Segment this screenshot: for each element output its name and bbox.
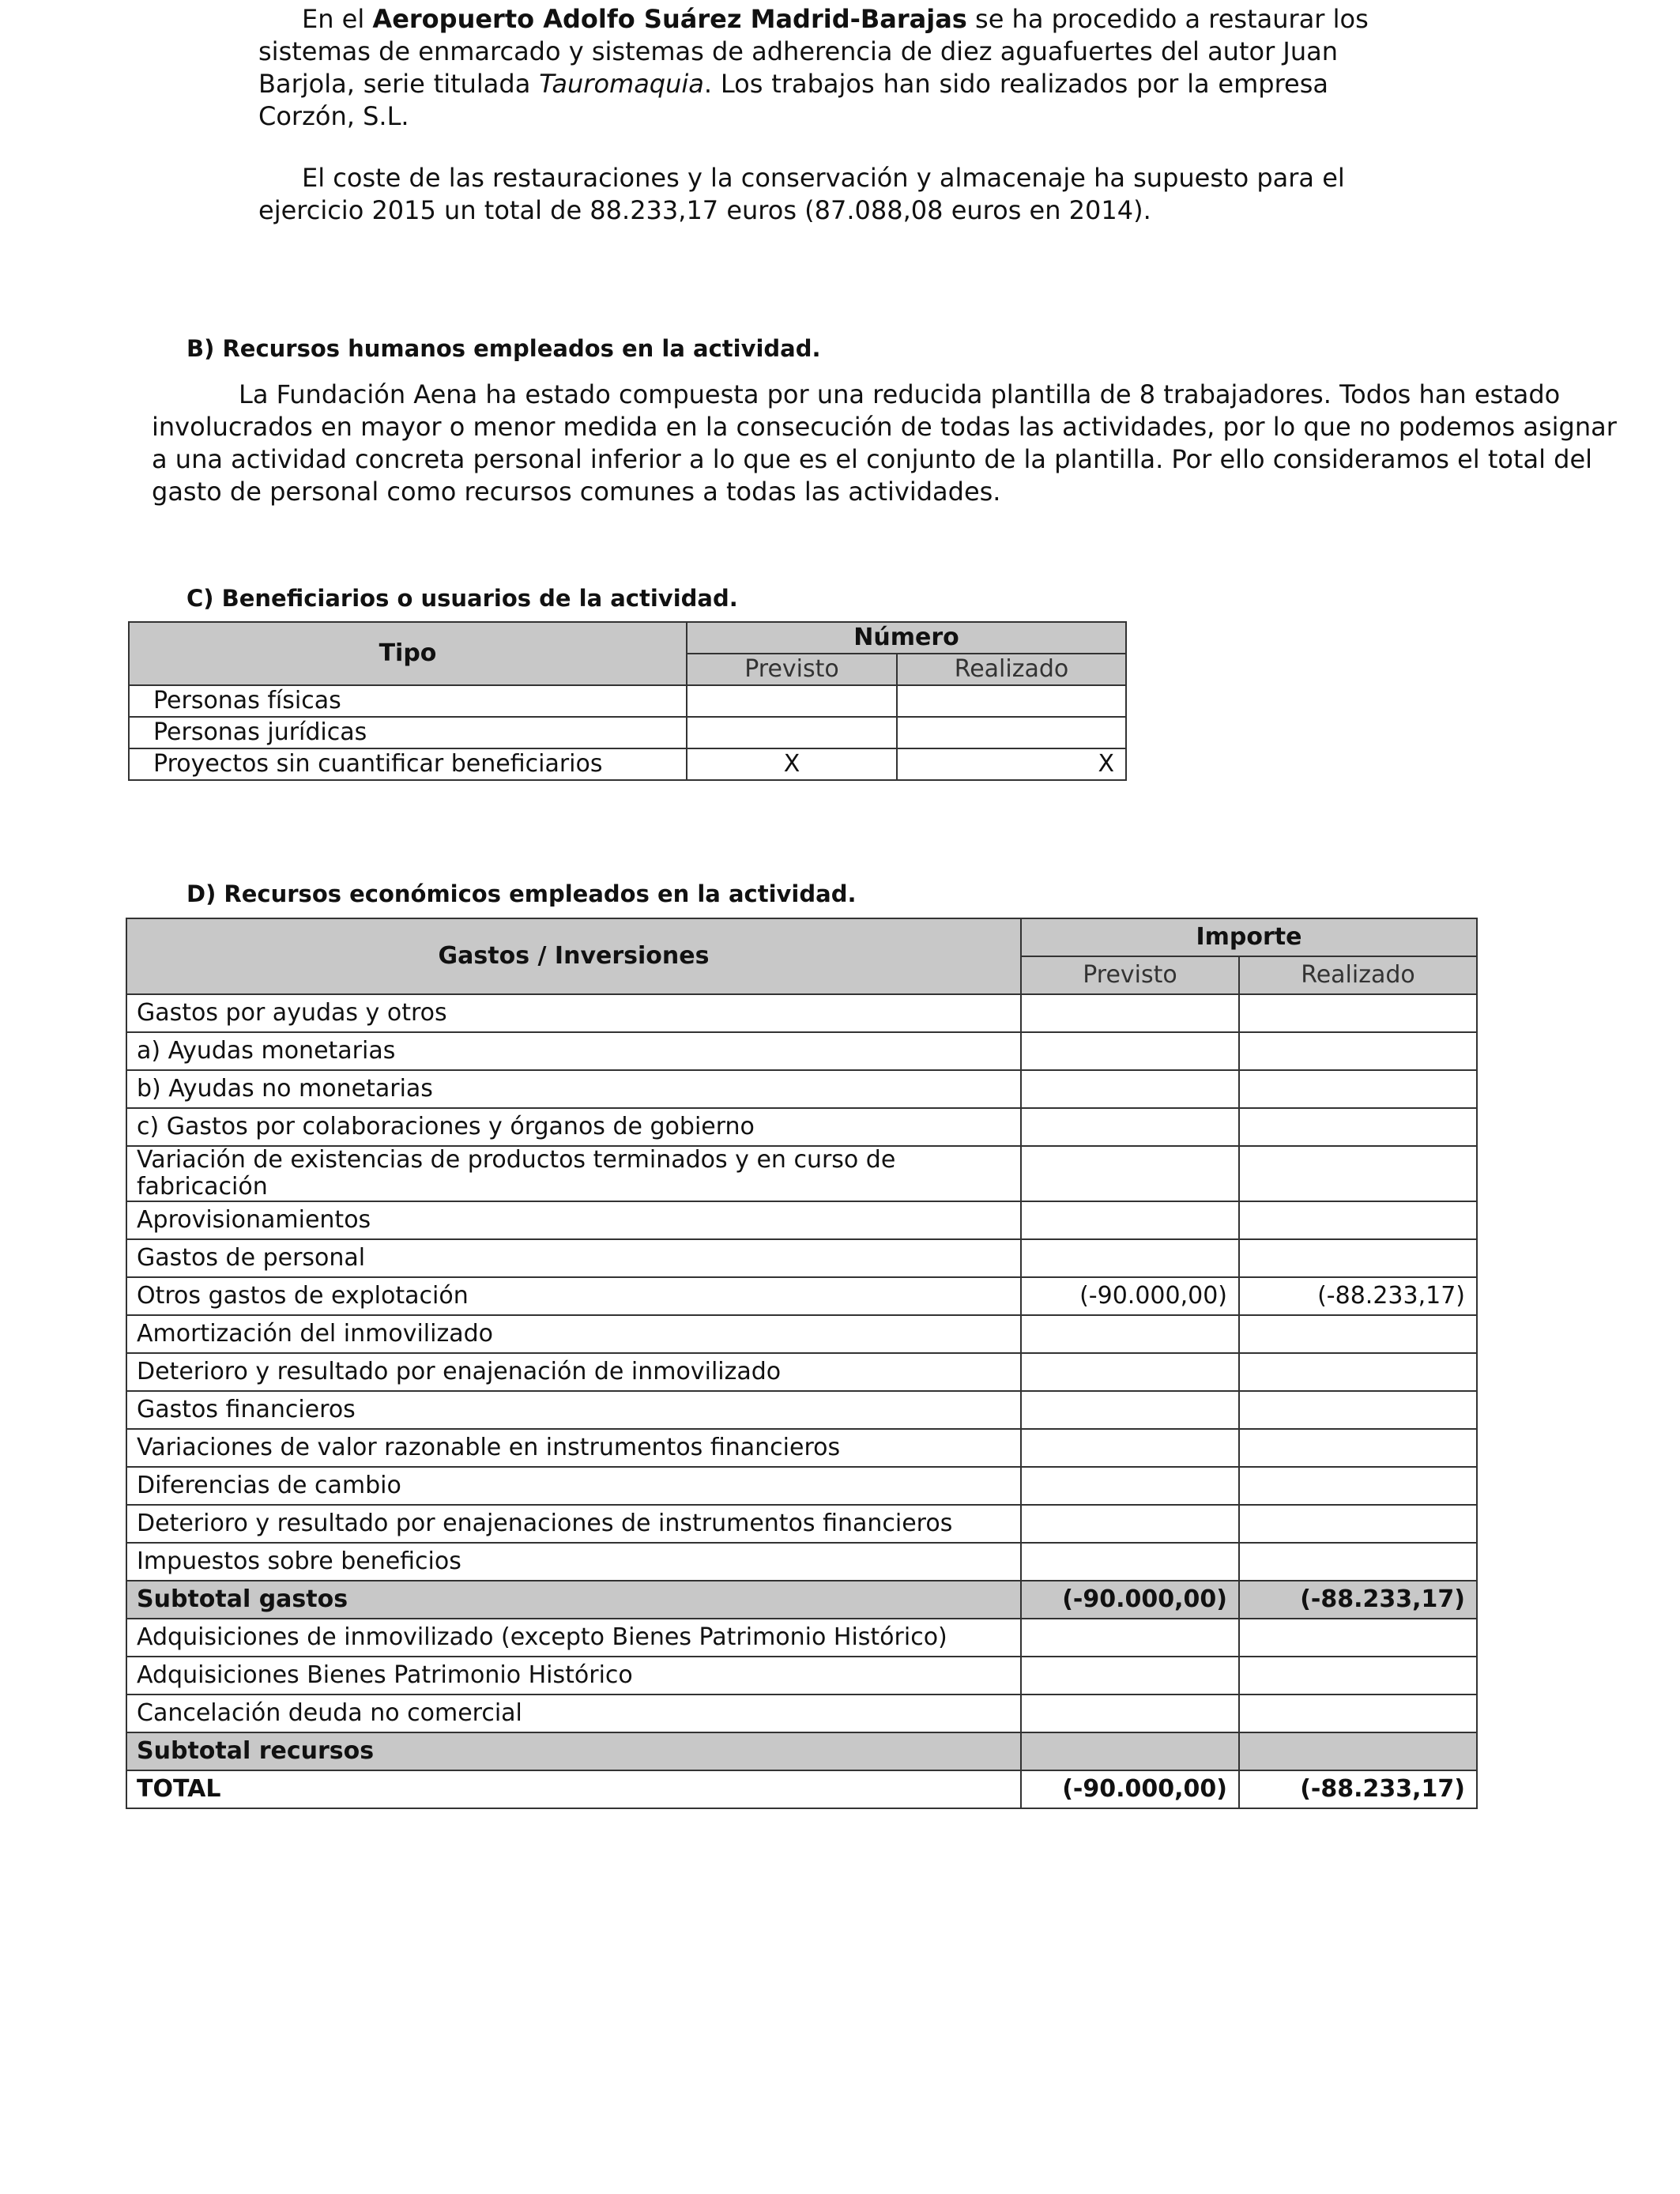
row-label: Gastos de personal <box>126 1239 1021 1277</box>
cell-previsto: (-90.000,00) <box>1021 1581 1239 1619</box>
cell-previsto <box>1021 1108 1239 1146</box>
cell-realizado <box>1239 1108 1477 1146</box>
table-row <box>126 1581 1477 1619</box>
cell-realizado <box>1239 1505 1477 1543</box>
table-row <box>126 1429 1477 1467</box>
section-b-line-4: gasto de personal como recursos comunes a todas las actividades. <box>152 477 1001 507</box>
cell-realizado <box>1239 1467 1477 1505</box>
intro-line-1: En el Aeropuerto Adolfo Suárez Madrid-Barajas se ha procedido a restaurar los <box>302 4 1369 34</box>
col-previsto-header: Previsto <box>1021 956 1239 994</box>
cell-realizado <box>1239 1657 1477 1695</box>
cell-realizado <box>897 685 1126 717</box>
table-row <box>126 1032 1477 1070</box>
col-previsto-header: Previsto <box>687 654 897 685</box>
cell-realizado <box>1239 1146 1477 1201</box>
table-row <box>126 1543 1477 1581</box>
table-row <box>129 717 1126 748</box>
section-b-line-2: involucrados en mayor o menor medida en la consecución de todas las actividades, por lo que no podemos asignar <box>152 412 1617 442</box>
cell-previsto <box>687 685 897 717</box>
cell-previsto <box>1021 1505 1239 1543</box>
cell-previsto <box>1021 1732 1239 1770</box>
cell-realizado: (-88.233,17) <box>1239 1770 1477 1808</box>
cell-previsto <box>1021 1239 1239 1277</box>
cell-realizado <box>1239 1391 1477 1429</box>
cell-realizado <box>1239 1239 1477 1277</box>
intro-p2-line-2: ejercicio 2015 un total de 88.233,17 euros (87.088,08 euros en 2014). <box>258 195 1151 225</box>
col-numero-header: Número <box>687 622 1126 654</box>
intro-line-3: Barjola, serie titulada Tauromaquia. Los trabajos han sido realizados por la empresa <box>258 69 1329 99</box>
row-label: Gastos financieros <box>126 1391 1021 1429</box>
col-tipo-header: Tipo <box>129 622 687 685</box>
row-label: Proyectos sin cuantificar beneficiarios <box>129 748 687 780</box>
section-b-heading: B) Recursos humanos empleados en la actividad. <box>186 335 821 362</box>
cell-previsto <box>1021 994 1239 1032</box>
table-row <box>126 1070 1477 1108</box>
table-row <box>126 1770 1477 1808</box>
row-label: Subtotal gastos <box>126 1581 1021 1619</box>
col-gastos-header: Gastos / Inversiones <box>126 918 1021 994</box>
table-row <box>126 1239 1477 1277</box>
cell-previsto <box>1021 1032 1239 1070</box>
table-row <box>126 1619 1477 1657</box>
cell-realizado <box>1239 1429 1477 1467</box>
row-label: Aprovisionamientos <box>126 1201 1021 1239</box>
table-row <box>126 1353 1477 1391</box>
row-label: Gastos por ayudas y otros <box>126 994 1021 1032</box>
cell-realizado <box>1239 1070 1477 1108</box>
recursos-economicos-table <box>126 918 1478 1809</box>
cell-previsto <box>1021 1201 1239 1239</box>
section-b-line-1: La Fundación Aena ha estado compuesta por una reducida plantilla de 8 trabajadores. Todos han estado <box>239 379 1561 409</box>
row-label: Deterioro y resultado por enajenaciones de instrumentos financieros <box>126 1505 1021 1543</box>
cell-previsto <box>1021 1695 1239 1732</box>
row-label: Impuestos sobre beneficios <box>126 1543 1021 1581</box>
table-row <box>126 1391 1477 1429</box>
intro-line-4: Corzón, S.L. <box>258 101 409 131</box>
section-b-paragraph <box>152 379 1617 508</box>
row-label: Diferencias de cambio <box>126 1467 1021 1505</box>
cell-previsto <box>1021 1391 1239 1429</box>
table-row <box>126 994 1477 1032</box>
col-realizado-header: Realizado <box>897 654 1126 685</box>
row-label: Personas jurídicas <box>129 717 687 748</box>
row-label: Adquisiciones de inmovilizado (excepto Bienes Patrimonio Histórico) <box>126 1619 1021 1657</box>
row-label: Personas físicas <box>129 685 687 717</box>
table-row <box>126 1201 1477 1239</box>
cell-realizado <box>1239 1315 1477 1353</box>
intro-paragraph-2 <box>258 162 1345 227</box>
row-label: Adquisiciones Bienes Patrimonio Histórico <box>126 1657 1021 1695</box>
cell-realizado <box>1239 1353 1477 1391</box>
row-label: a) Ayudas monetarias <box>126 1032 1021 1070</box>
intro-line-2: sistemas de enmarcado y sistemas de adherencia de diez aguafuertes del autor Juan <box>258 36 1339 66</box>
table-row <box>126 1467 1477 1505</box>
row-label: Variación de existencias de productos terminados y en curso de fabricación <box>126 1146 1021 1201</box>
cell-realizado <box>897 717 1126 748</box>
cell-previsto <box>687 717 897 748</box>
cell-realizado: X <box>897 748 1126 780</box>
section-b-line-3: a una actividad concreta personal inferior a lo que es el conjunto de la plantilla. Por ello consideramos el total del <box>152 444 1593 474</box>
table-row <box>126 1732 1477 1770</box>
table-row <box>126 1277 1477 1315</box>
intro-p2-line-1: El coste de las restauraciones y la conservación y almacenaje ha supuesto para el <box>302 163 1345 193</box>
cell-previsto <box>1021 1467 1239 1505</box>
row-label: Cancelación deuda no comercial <box>126 1695 1021 1732</box>
table-row <box>129 748 1126 780</box>
cell-realizado <box>1239 1732 1477 1770</box>
row-label: Variaciones de valor razonable en instrumentos financieros <box>126 1429 1021 1467</box>
row-label: TOTAL <box>126 1770 1021 1808</box>
table-row <box>126 1695 1477 1732</box>
cell-previsto <box>1021 1429 1239 1467</box>
table-row <box>126 1146 1477 1201</box>
beneficiarios-table <box>128 621 1127 781</box>
cell-previsto <box>1021 1070 1239 1108</box>
table-row <box>129 685 1126 717</box>
section-d-heading: D) Recursos económicos empleados en la actividad. <box>186 880 857 907</box>
cell-previsto: X <box>687 748 897 780</box>
cell-previsto <box>1021 1315 1239 1353</box>
intro-paragraph-1 <box>258 3 1369 133</box>
cell-realizado <box>1239 1543 1477 1581</box>
cell-previsto <box>1021 1619 1239 1657</box>
cell-previsto <box>1021 1543 1239 1581</box>
cell-realizado <box>1239 1619 1477 1657</box>
cell-realizado <box>1239 1201 1477 1239</box>
row-label: c) Gastos por colaboraciones y órganos de gobierno <box>126 1108 1021 1146</box>
cell-realizado <box>1239 994 1477 1032</box>
cell-realizado <box>1239 1695 1477 1732</box>
table-row <box>126 1315 1477 1353</box>
row-label: Amortización del inmovilizado <box>126 1315 1021 1353</box>
cell-previsto: (-90.000,00) <box>1021 1277 1239 1315</box>
cell-previsto <box>1021 1657 1239 1695</box>
cell-realizado <box>1239 1032 1477 1070</box>
section-c-heading: C) Beneficiarios o usuarios de la actividad. <box>186 585 738 612</box>
row-label: Otros gastos de explotación <box>126 1277 1021 1315</box>
cell-realizado: (-88.233,17) <box>1239 1277 1477 1315</box>
cell-previsto <box>1021 1146 1239 1201</box>
row-label: b) Ayudas no monetarias <box>126 1070 1021 1108</box>
cell-previsto <box>1021 1353 1239 1391</box>
cell-realizado: (-88.233,17) <box>1239 1581 1477 1619</box>
row-label: Subtotal recursos <box>126 1732 1021 1770</box>
table-row <box>126 1108 1477 1146</box>
table-row <box>126 1505 1477 1543</box>
row-label: Deterioro y resultado por enajenación de inmovilizado <box>126 1353 1021 1391</box>
table-row <box>126 1657 1477 1695</box>
cell-previsto: (-90.000,00) <box>1021 1770 1239 1808</box>
col-realizado-header: Realizado <box>1239 956 1477 994</box>
col-importe-header: Importe <box>1021 918 1477 956</box>
